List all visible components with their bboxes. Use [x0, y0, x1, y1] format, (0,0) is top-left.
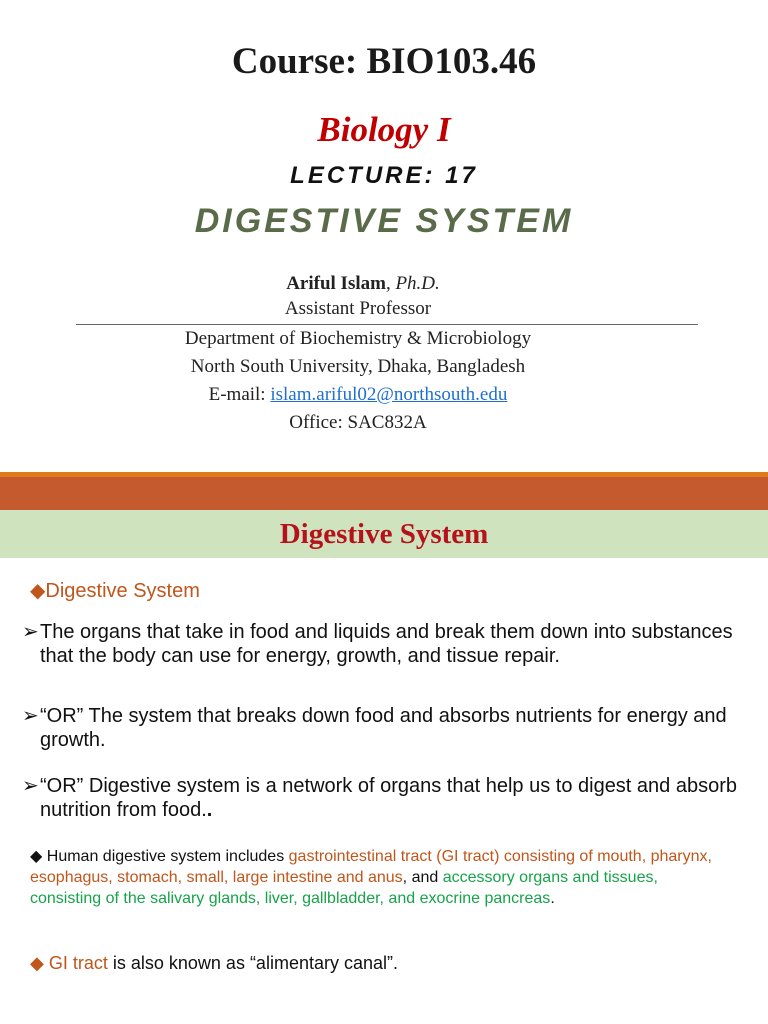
title-slide [0, 0, 768, 470]
arrow-bullet-icon: ➢ [22, 775, 39, 797]
course-title: Course: BIO103.46 [231, 41, 537, 82]
section-heading [30, 578, 200, 603]
note-end: . [550, 890, 555, 907]
author-info [0, 325, 716, 437]
slide-separator-band [0, 477, 768, 510]
arrow-bullet-icon: ➢ [22, 705, 39, 727]
note-accessory-text: accessory organs and tissues, consisting of the salivary glands, liver, gallbladder, and exocrine pancreas [30, 869, 658, 907]
author-separator: , [385, 273, 396, 294]
email-label: E-mail: [208, 384, 271, 405]
diamond-bullet-icon: ◆ [30, 580, 46, 602]
section-heading-text: Digestive System [45, 580, 200, 602]
note-gi-tract [30, 846, 730, 909]
note-lead: Human digestive system includes [46, 848, 289, 865]
list-item-text: “OR” The system that breaks down food and absorbs nutrients for energy and growth. [40, 705, 727, 751]
diamond-bullet-icon: ◆ [30, 953, 44, 973]
list-item [22, 774, 742, 822]
subject-title: Biology I [317, 110, 451, 149]
arrow-bullet-icon: ➢ [22, 621, 39, 643]
slide-header [0, 510, 768, 558]
list-item-end: . [206, 799, 213, 821]
office: Office: SAC832A [289, 412, 427, 433]
content-slide [0, 510, 768, 1024]
department: Department of Biochemistry & Microbiology [184, 328, 532, 349]
university: North South University, Dhaka, Bangladesh [190, 356, 526, 377]
lecture-number: LECTURE: 17 [290, 162, 478, 189]
slide-title: Digestive System [279, 518, 489, 550]
list-item-text: “OR” Digestive system is a network of organs that help us to digest and absorb nutrition from food. [40, 775, 738, 821]
author-role: Assistant Professor [284, 298, 432, 319]
email-line [0, 381, 716, 409]
note-mid: , and [402, 869, 443, 886]
note-rest: is also known as “alimentary canal”. [107, 953, 398, 973]
topic-title: DIGESTIVE SYSTEM [194, 202, 574, 240]
note-gi-text: gastrointestinal tract (GI tract) consisting of mouth, pharynx, esophagus, stomach, small, large intestine and anus [30, 848, 712, 886]
email-link[interactable]: islam.ariful02@northsouth.edu [270, 384, 508, 405]
list-item-text-wrap [22, 774, 742, 822]
author-name: Ariful Islam [286, 273, 386, 294]
diamond-bullet-icon: ◆ [30, 848, 43, 865]
note-gi-label: GI tract [48, 953, 108, 973]
list-item [22, 620, 742, 668]
author-line [0, 271, 726, 297]
list-item-text: The organs that take in food and liquids and break them down into substances that the body can use for energy, growth, and tissue repair. [40, 621, 733, 667]
author-degree: Ph.D. [395, 273, 440, 294]
note-alimentary-canal [30, 953, 730, 974]
list-item [22, 704, 742, 752]
